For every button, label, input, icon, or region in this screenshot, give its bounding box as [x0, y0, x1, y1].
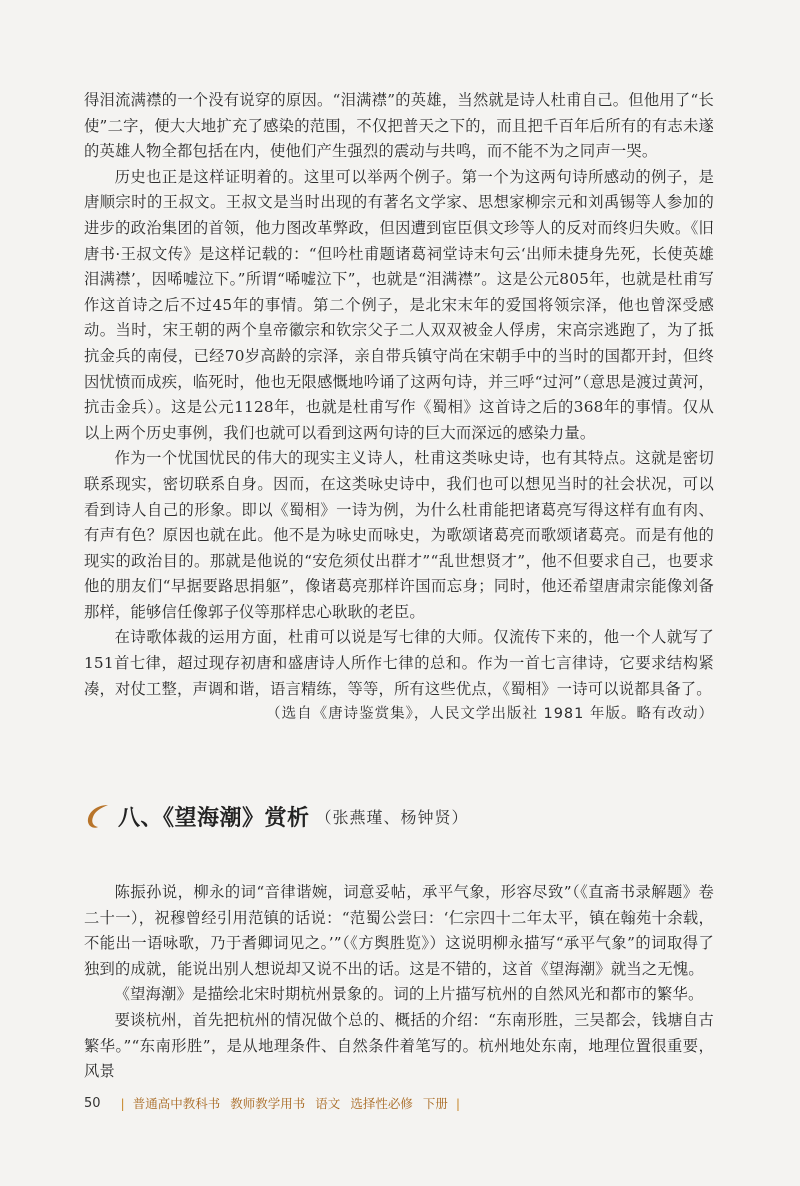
source-citation: （选自《唐诗鉴赏集》，人民文学出版社 1981 年版。略有改动）: [266, 706, 714, 723]
paragraph: 历史也正是这样证明着的。这里可以举两个例子。第一个为这两句诗所感动的例子，是唐顺宗时的王叔文。王叔文是当时出现的有著名文学家、思想家柳宗元和刘禹锡等人参加的进步的政治集团的首领，他力图改革弊政，但因遭到宦臣俱文珍等人的反对而终归失败。《旧唐书·王叔文传》是这样记载的：“但吟杜甫题诸葛祠堂诗末句云‘出师未捷身先死，长使英雄泪满襟’，因唏嘘泣下。”所谓“唏嘘泣下”，也就是“泪满襟”。这是公元805年，也就是杜甫写作这首诗之后不过45年的事情。第二个例子，是北宋末年的爱国将领宗泽，他也曾深受感动。当时，宋王朝的两个皇帝徽宗和钦宗父子二人双双被金人俘虏，宋高宗逃跑了，为了抵抗金兵的南侵，已经70岁高龄的宗泽，亲自带兵镇守尚在宋朝手中的当时的国都开封，但终因忧愤而成疾，临死时，他也无限感慨地吟诵了这两句诗，并三呼“过河”（意思是渡过黄河，抗击金兵）。这是公元1128年，也就是杜甫写作《蜀相》这首诗之后的368年的事情。仅从以上两个历史事例，我们也就可以看到这两句诗的巨大而深远的感染力量。: [84, 167, 714, 442]
section-heading: [82, 800, 469, 832]
section-authors: （张燕瑾、杨钟贤）: [315, 807, 469, 827]
paragraph: 要谈杭州，首先把杭州的情况做个总的、概括的介绍：“东南形胜，三吴都会，钱塘自古繁华。”“东南形胜”，是从地理条件、自然条件着笔写的。杭州地处东南，地理位置很重要，风景: [84, 1010, 714, 1081]
paragraph: 在诗歌体裁的运用方面，杜甫可以说是写七律的大师。仅流传下来的，他一个人就写了151首七律，超过现存初唐和盛唐诗人所作七律的总和。作为一首七言律诗，它要求结构紧凑，对仗工整，声调和谐，语言精练，等等，所有这些优点，《蜀相》一诗可以说都具备了。: [84, 628, 714, 698]
section-title: 八、《望海潮》赏析: [118, 805, 310, 831]
page-number: 50: [84, 1095, 101, 1111]
page-footer: [84, 1094, 468, 1112]
paragraph: 得泪流满襟的一个没有说穿的原因。“泪满襟”的英雄，当然就是诗人杜甫自己。但他用了“长使”二字，便大大地扩充了感染的范围，不仅把普天之下的，而且把千百年后所有的有志未遂的英雄人物全都包括在内，使他们产生强烈的震动与共鸣，而不能不为之同声一哭。: [84, 91, 714, 161]
section-7-body: [84, 88, 714, 728]
footer-book-type: 教师教学用书: [230, 1096, 306, 1111]
paragraph: 陈振孙说，柳永的词“音律谐婉，词意妥帖，承平气象，形容尽致”（《直斋书录解题》卷二十一），祝穆曾经引用范镇的话说：“范蜀公尝曰：‘仁宗四十二年太平，镇在翰苑十余载，不能出一语咏歌，乃于耆卿词见之。’”（《方舆胜览》）这说明柳永描写“承平气象”的词取得了独到的成就，能说出别人想说却又说不出的话。这是不错的，这首《望海潮》就当之无愧。: [84, 883, 714, 978]
footer-volume: 下册: [422, 1096, 448, 1111]
footer-series: 普通高中教科书: [132, 1096, 221, 1111]
footer-subject: 语文: [315, 1096, 341, 1111]
footer-divider: |: [120, 1095, 125, 1111]
footer-course: 选择性必修: [350, 1096, 413, 1111]
paragraph: 《望海潮》是描绘北宋时期杭州景象的。词的上片描写杭州的自然风光和都市的繁华。: [114, 985, 704, 1004]
feather-swirl-icon: [82, 800, 114, 832]
section-8-body: [84, 880, 714, 1085]
footer-divider: |: [455, 1095, 461, 1111]
paragraph: 作为一个忧国忧民的伟大的现实主义诗人，杜甫这类咏史诗，也有其特点。这就是密切联系现实，密切联系自身。因而，在这类咏史诗中，我们也可以想见当时的社会状况，可以看到诗人自己的形象。即以《蜀相》一诗为例，为什么杜甫能把诸葛亮写得这样有血有肉、有声有色？原因也就在此。他不是为咏史而咏史，为歌颂诸葛亮而歌颂诸葛亮。而是有他的现实的政治目的。那就是他说的“安危须仗出群才”“乱世想贤才”，他不但要求自己，也要求他的朋友们“早据要路思捐躯”，像诸葛亮那样许国而忘身；同时，他还希望唐肃宗能像刘备那样，能够信任像郭子仪等那样忠心耿耿的老臣。: [84, 449, 714, 621]
